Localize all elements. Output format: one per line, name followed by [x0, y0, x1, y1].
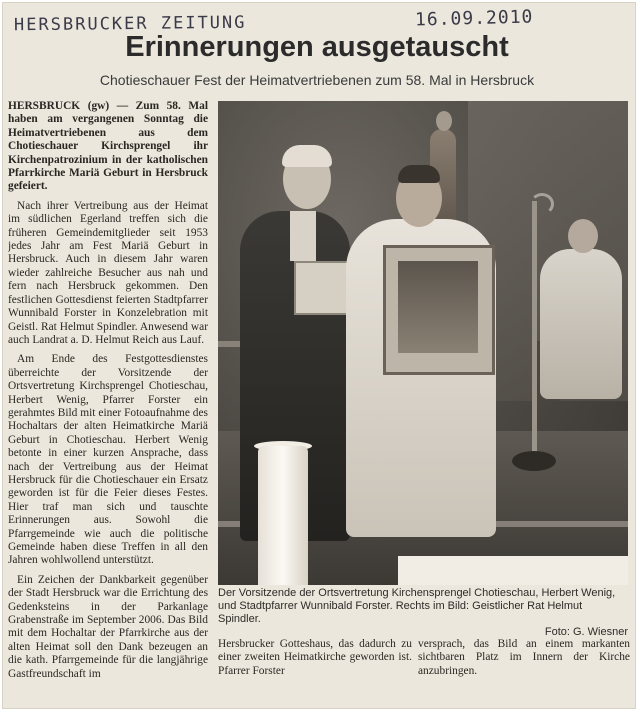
photo-statue-head: [436, 111, 452, 131]
photo-stand-hook: [530, 193, 554, 215]
body-paragraph: Nach ihrer Vertreibung aus der Heimat im südlichen Egerland treffen sich die früheren Gemeindemitglieder seit 1953 jedes Jahr am Fest Mariä Geburt in Hersbruck. Auch in diesem Jahr waren wieder zahlreiche Besucher aus nah und fern nach Hersbruck gekommen. Den festlichen Gottesdienst feierten Stadtpfarrer Wunnibald Forster in Konzelebration mit Geistl. Rat Helmut Spindler. Anwesend war auch Landrat a. D. Helmut Reich aus Lauf.: [8, 199, 208, 346]
subheadline: Chotieschauer Fest der Heimatvertriebenen zum 58. Mal in Hersbruck: [99, 72, 535, 88]
photo-carpet: [398, 556, 628, 585]
article-column: [8, 100, 208, 700]
body-paragraph: Am Ende des Festgottesdienstes überreichte der Vorsitzende der Ortsvertretung Kirchsprengel Chotieschau, Herbert Wenig, Pfarrer Forster ein gerahmtes Bild mit einer Fotoaufnahme des Hochaltars der alten Heimatkirche Mariä Geburt in Chotieschau. Herbert Wenig betonte in einer kurzen Ansprache, dass nach der Vertreibung aus der Heimat Hersbruck für die Chotieschauer ein Ersatz geworden ist für die Feier dieses Festes. Hier traf man sich und tauschte Erinnerungen aus. Sowohl die Pfarrgemeinde wie auch die politische Gemeinde haben diese Treffen in all den Jahren wohlwollend unterstützt.: [8, 353, 208, 567]
continuation-text-left: Hersbrucker Gotteshaus, das dadurch zu einer zweiten Heimatkirche geworden ist. Pfarrer Forster: [218, 638, 412, 677]
headline: Erinnerungen ausgetauscht: [125, 31, 509, 63]
handwritten-date: 16.09.2010: [414, 6, 534, 31]
continuation-text-right: versprach, das Bild an einem markanten sichtbaren Platz im Innern der Kirche anzubringen.: [418, 638, 630, 677]
lead-paragraph: HERSBRUCK (gw) — Zum 58. Mal haben am vergangenen Sonntag die Heimatvertriebenen aus dem Chotieschauer Kirchsprengel ihr Kirchenpatrozinium in der katholischen Pfarrkirche Mariä Geburt in Hersbruck gefeiert.: [8, 100, 208, 193]
body-paragraph: Ein Zeichen der Dankbarkeit gegenüber der Stadt Hersbruck war die Errichtung des Gedenksteins in der Parkanlage Grabenstraße im September 2006. Das Bild mit dem Hochaltar der Pfarrkirche aus der alten Heimat soll den Dank bezeugen an die kath. Pfarrgemeinde für die langjährige Gastfreundschaft im: [8, 573, 208, 680]
photo-framed-picture-image: [398, 261, 478, 353]
photo-seated-priest-head: [568, 219, 598, 253]
photo-stand-base: [512, 451, 556, 471]
article-photo: [218, 101, 628, 585]
photo-caption: [218, 587, 628, 639]
photo-shirt: [290, 211, 316, 261]
photo-candle: [258, 446, 308, 585]
photo-seated-priest: [540, 249, 622, 399]
caption-text: Der Vorsitzende der Ortsvertretung Kirchensprengel Chotieschau, Herbert Wenig, und Stadtpfarrer Wunnibald Forster. Rechts im Bild: Geistlicher Rat Helmut Spindler.: [218, 587, 616, 625]
handwritten-masthead: HERSBRUCKER ZEITUNG: [13, 12, 247, 36]
photo-man-hair: [282, 145, 332, 167]
photo-priest-hair: [398, 165, 440, 183]
photo-candle-stand: [532, 201, 537, 461]
photo-credit: Foto: G. Wiesner: [544, 626, 628, 638]
